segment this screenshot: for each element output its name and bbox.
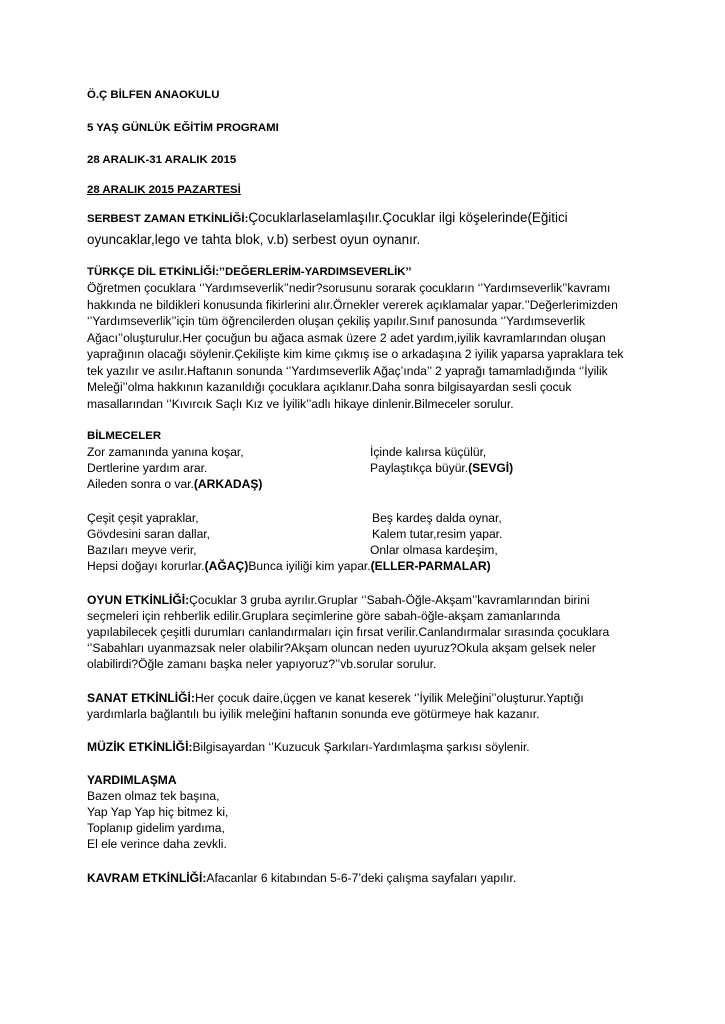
turkce-line-7: Meleği’’olma hakkının kazanıldığı çocuklara açıklanır.Daha sonra bilgisayardan sesli çocuk [87,380,572,394]
muzik-label: MÜZİK ETKİNLİĞİ: [87,740,193,754]
date-range: 28 ARALIK-31 ARALIK 2015 [87,154,237,166]
turkce-line-2: hakkında ne bildikleri konusunda fikirlerini alır.Örnekler vererek açıklamalar yapar.’’Değerlerimizden [87,298,618,312]
sanat-line-2: yardımlarla bağlantılı bu iyilik meleğini haftanın sonunda eve götürmeye hak kazanır. [87,707,540,721]
riddle-3-line-1: Çeşit çeşit yapraklar, [87,511,199,525]
turkce-line-4: Ağacı’’oluşturulur.Her çocuğun bu ağaca asmak üzere 2 adet yardım,iyilik kavramlarından oluşan [87,331,606,345]
muzik-line [87,739,530,755]
program-title: 5 YAŞ GÜNLÜK EĞİTİM PROGRAMI [87,122,279,134]
oyun-line-4: ‘’Sabahları uyanmazsak neler olabilir?Akşam oluncan neden uyuruz?Okula akşam gelsek neler [87,641,596,655]
riddle-1-text: Aileden sonra o var. [87,477,194,491]
riddle-1-answer: (ARKADAŞ) [193,477,263,491]
riddle-2-answer: (SEVGİ) [468,461,514,475]
riddle-4-answer: (ELLER-PARMALAR) [370,559,491,573]
day-title: 28 ARALIK 2015 PAZARTESİ [87,184,241,196]
sanat-line-1 [87,690,584,706]
serbest-label: SERBEST ZAMAN ETKİNLİĞİ: [87,213,249,225]
oyun-line-3: yapılabilecek çeşitli durumları canlandırmaları için fırsat verilir.Canlandırmalar sırasında çocuklara [87,625,610,639]
sanat-text-1: Her çocuk daire,üçgen ve kanat keserek ‘’İyilik Meleğini’’oluşturur.Yaptığı [194,691,584,705]
oyun-line-2: seçmeleri için rehberlik edilir.Gruplara seçimlerine göre sabah-öğle-akşam zamanlarında [87,609,561,623]
riddle-4-line-1: Beş kardeş dalda oynar, [372,511,502,525]
turkce-line-8: masallarından ‘’Kıvırcık Saçlı Kız ve İyilik’’adlı hikaye dinlenir.Bilmeceler sorulur. [87,397,514,411]
riddle-1-line-2: Dertlerine yardım arar. [87,461,208,475]
riddle-3-line-2: Gövdesini saran dallar, [87,527,211,541]
riddle-2-line-1: İçinde kalırsa küçülür, [370,445,487,459]
riddle-2-text: Paylaştıkça büyür. [370,461,469,475]
muzik-text: Bilgisayardan ‘’Kuzucuk Şarkıları-Yardımlaşma şarkısı söylenir. [192,740,530,754]
kavram-line [87,870,516,886]
serbest-line-2: oyuncaklar,lego ve tahta blok, v.b) serbest oyun oynanır. [87,232,421,247]
riddle-3-line-3: Bazıları meyve verir, [87,543,197,557]
serbest-line-1 [87,210,568,227]
turkce-label: TÜRKÇE DİL ETKİNLİĞİ:’’DEĞERLERİM-YARDIMSEVERLİK’’ [87,266,412,278]
song-line-1: Bazen olmaz tek başına, [87,789,220,803]
oyun-line-1 [87,592,590,608]
kavram-label: KAVRAM ETKİNLİĞİ: [87,871,207,885]
riddle-2-line-2 [370,460,513,476]
turkce-line-1: Öğretmen çocuklara ‘’Yardımseverlik’’nedir?sorusunu sorarak çocukların ‘’Yardımseverlik’’kavramı [87,281,611,295]
turkce-line-6: tek yazılır ve asılır.Haftanın sonunda ‘’Yardımseverlik Ağaç’ında’’ 2 yaprağı tamamladığında ‘’İyilik [87,364,608,378]
riddle-4-line-3: Onlar olmasa kardeşim, [370,543,498,557]
turkce-line-5: yaprağının olacağı söylenir.Çekilişte kim kime çıkmış ise o arkadaşına 2 iyilik yaparsa yapraklara tek [87,347,624,361]
riddle-3-text: Hepsi doğayı korurlar. [87,559,205,573]
riddle-4-text: Bunca iyiliği kim yapar. [248,559,371,573]
turkce-line-3: ‘’Yardımseverlik’’için tüm öğrencilerden oluşan çekiliş yapılır.Sınıf panosunda ‘’Yardımseverlik [87,314,586,328]
song-line-3: Toplanıp gidelim yardıma, [87,821,225,835]
riddle-4-line-2: Kalem tutar,resim yapar. [372,527,503,541]
riddle-answers-line [87,558,491,574]
riddle-1-line-3 [87,476,262,492]
song-line-4: El ele verince daha zevkli. [87,837,227,851]
bilmeceler-title: BİLMECELER [87,430,162,442]
oyun-text-1: Çocuklar 3 gruba ayrılır.Gruplar ‘’Sabah-Öğle-Akşam’’kavramlarından birini [189,593,590,607]
riddle-3-answer: (AĞAÇ) [204,559,249,573]
kavram-text: Afacanlar 6 kitabından 5-6-7’deki çalışma sayfaları yapılır. [206,871,517,885]
serbest-text-1: Çocuklarlaselamlaşılır.Çocuklar ilgi köşelerinde(Eğitici [248,210,568,225]
school-name: Ö.Ç BİLFEN ANAOKULU [87,89,220,101]
yardimlasma-title: YARDIMLAŞMA [87,773,177,787]
oyun-line-5: olabilirdi?Öğle zamanı başka neler yapıyoruz?’’vb.sorular sorulur. [87,657,437,671]
sanat-label: SANAT ETKİNLİĞİ: [87,691,195,705]
riddle-1-line-1: Zor zamanında yanına koşar, [87,445,244,459]
oyun-label: OYUN ETKİNLİĞİ: [87,593,190,607]
song-line-2: Yap Yap Yap hiç bitmez ki, [87,805,229,819]
